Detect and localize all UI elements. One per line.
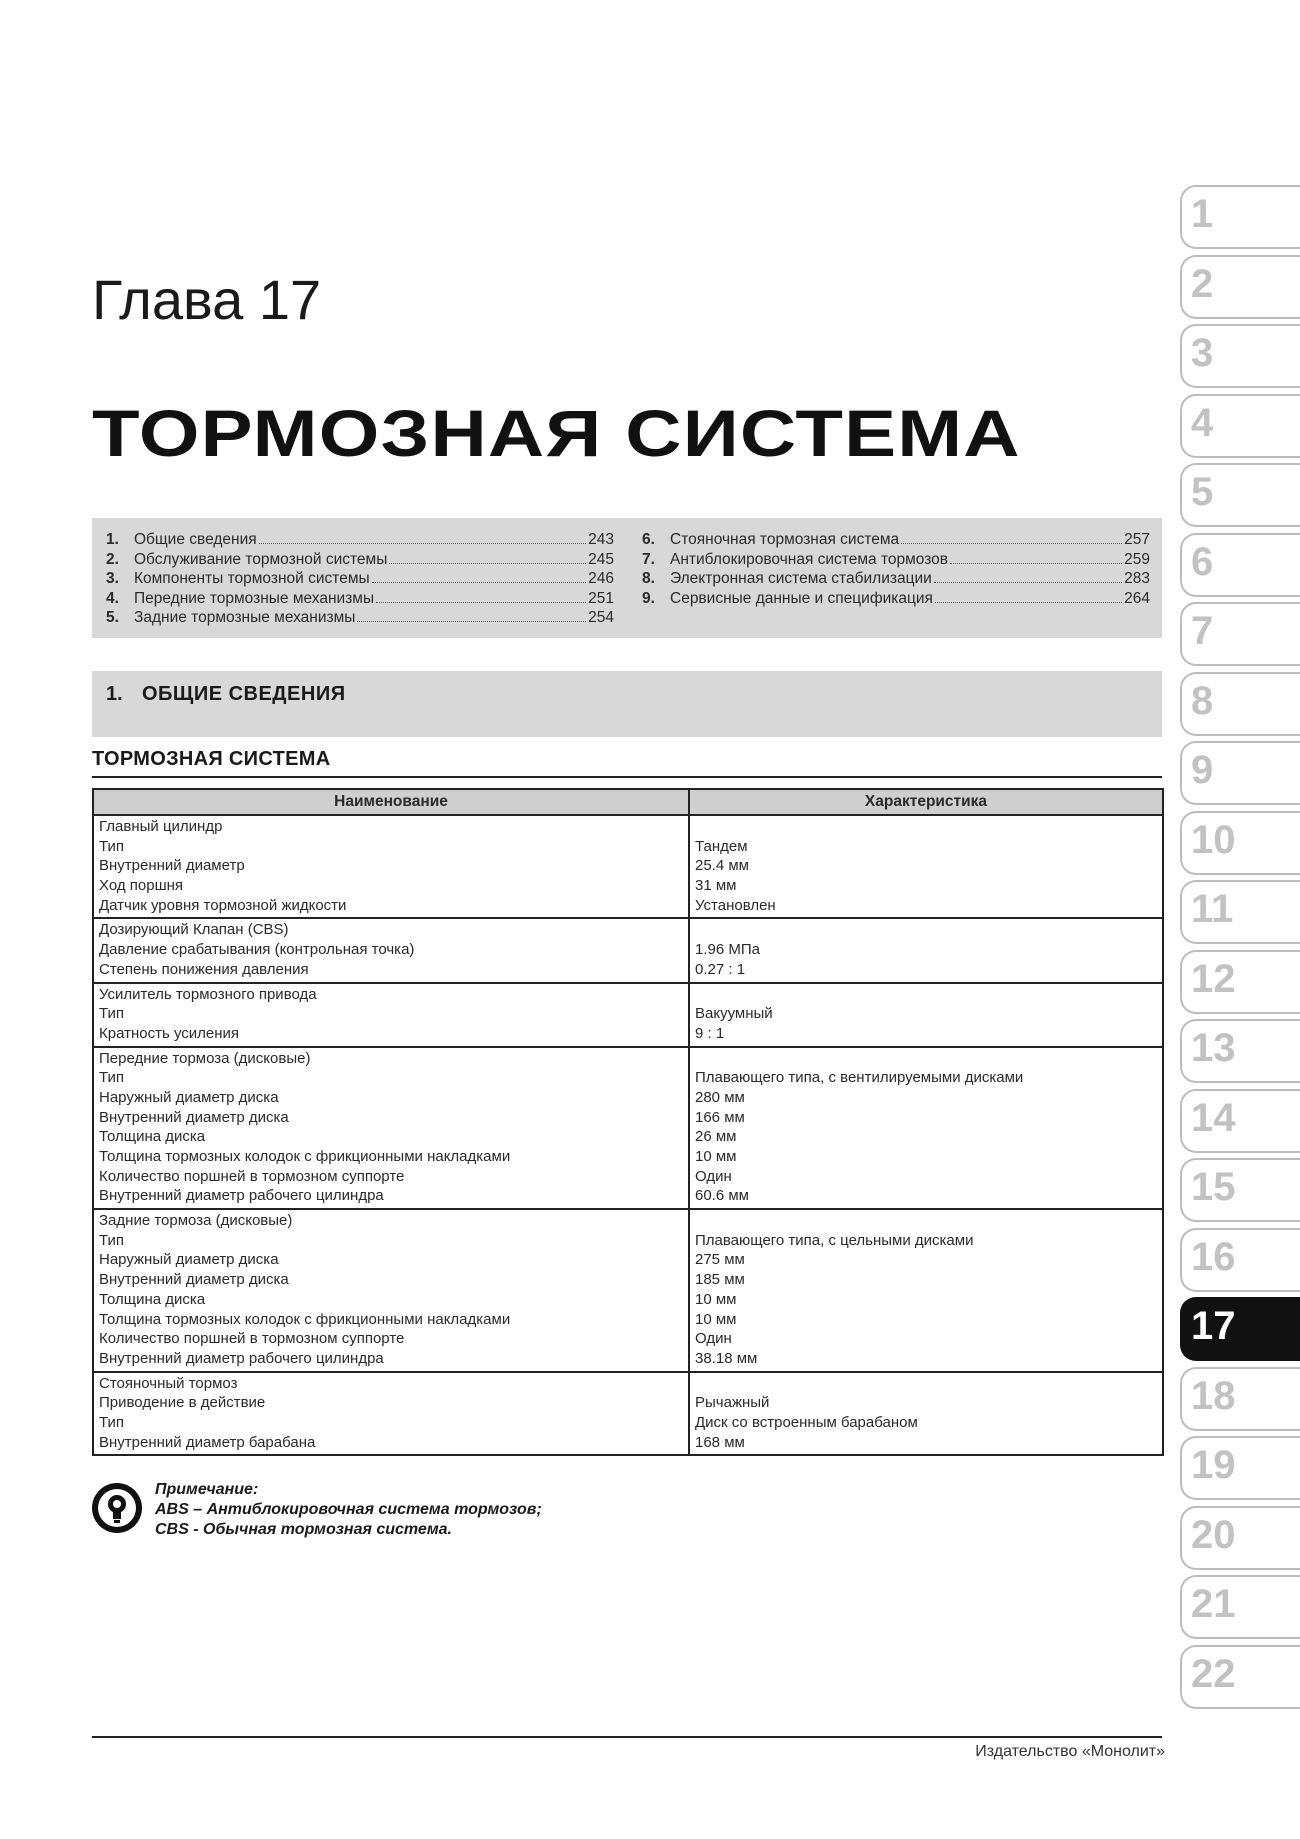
section-number: 1. xyxy=(106,683,123,705)
spec-value xyxy=(695,817,1157,837)
toc-entry[interactable] xyxy=(106,608,614,628)
note-icon xyxy=(92,1483,142,1533)
toc-entry-title: Сервисные данные и спецификация xyxy=(670,589,933,607)
chapter-tab-label: 7 xyxy=(1191,609,1214,653)
table-row xyxy=(93,918,1163,982)
chapter-tab-17[interactable] xyxy=(1180,1297,1300,1361)
spec-value: 280 мм xyxy=(695,1088,745,1106)
spec-value: 1.96 МПа xyxy=(695,941,760,959)
spec-value: 10 мм xyxy=(695,1148,737,1165)
chapter-tab-label: 4 xyxy=(1191,400,1214,445)
spec-name: Передние тормоза (дисковые) xyxy=(99,1049,311,1067)
toc-entry[interactable] xyxy=(642,550,1150,570)
column-header-name: Наименование xyxy=(93,789,689,815)
toc-dot-leader xyxy=(259,543,586,544)
toc-entry-title: Обслуживание тормозной системы xyxy=(134,550,388,568)
spec-value: Установлен xyxy=(695,896,776,914)
toc-entry-number: 8. xyxy=(642,570,655,587)
spec-name: Внутренний диаметр диска xyxy=(99,1108,289,1126)
chapter-title: ТОРМОЗНАЯ СИСТЕМА xyxy=(92,396,1021,470)
chapter-tab-label: 21 xyxy=(1191,1582,1236,1626)
spec-values-cell xyxy=(689,815,1163,918)
toc-entry-number: 4. xyxy=(106,589,119,607)
spec-name: Тип xyxy=(99,1231,125,1249)
spec-names-cell xyxy=(93,1372,689,1456)
spec-name: Датчик уровня тормозной жидкости xyxy=(99,896,347,914)
chapter-tab-label: 10 xyxy=(1191,817,1236,862)
toc-entry[interactable] xyxy=(106,550,614,570)
spec-name: Усилитель тормозного привода xyxy=(99,985,317,1003)
chapter-tab-6[interactable] xyxy=(1180,533,1300,597)
chapter-tab-label: 22 xyxy=(1191,1651,1236,1696)
spec-value: 10 мм xyxy=(695,1290,737,1308)
spec-value: 9 : 1 xyxy=(695,1024,725,1042)
spec-value xyxy=(695,1049,1157,1069)
toc-entry-number: 3. xyxy=(106,570,119,587)
spec-name: Степень понижения давления xyxy=(99,960,309,978)
toc-entry-page: 283 xyxy=(1124,570,1150,587)
spec-value xyxy=(695,985,1157,1005)
chapter-tab-label: 3 xyxy=(1191,331,1214,375)
toc-entry-number: 1. xyxy=(106,531,119,548)
chapter-tab-12[interactable] xyxy=(1180,950,1300,1014)
toc-entry-number: 6. xyxy=(642,531,655,548)
section-title: ОБЩИЕ СВЕДЕНИЯ xyxy=(142,683,346,705)
chapter-tab-13[interactable] xyxy=(1180,1019,1300,1083)
spec-name: Внутренний диаметр диска xyxy=(99,1271,289,1289)
spec-name: Внутренний диаметр рабочего цилиндра xyxy=(99,1187,384,1205)
spec-values-cell xyxy=(689,983,1163,1047)
chapter-tab-7[interactable] xyxy=(1180,602,1300,666)
spec-names-cell xyxy=(93,918,689,982)
spec-name: Кратность усиления xyxy=(99,1024,240,1042)
spec-value: 168 мм xyxy=(695,1433,745,1451)
spec-name: Толщина диска xyxy=(99,1128,206,1146)
chapter-tab-14[interactable] xyxy=(1180,1089,1300,1153)
spec-value: 60.6 мм xyxy=(695,1187,749,1205)
toc-dot-leader xyxy=(389,563,586,564)
spec-value xyxy=(695,1211,1157,1231)
spec-value: Один xyxy=(695,1167,732,1185)
chapter-tab-8[interactable] xyxy=(1180,672,1300,736)
toc-entry-number: 2. xyxy=(106,550,119,568)
toc-dot-leader xyxy=(934,582,1122,583)
chapter-tab-22[interactable] xyxy=(1180,1645,1300,1709)
spec-name: Дозирующий Клапан (CBS) xyxy=(99,921,289,939)
chapter-tab-18[interactable] xyxy=(1180,1367,1300,1431)
note xyxy=(155,1480,542,1540)
toc-entry-title: Компоненты тормозной системы xyxy=(134,570,370,587)
spec-name: Внутренний диаметр xyxy=(99,857,245,875)
spec-values-cell xyxy=(689,1209,1163,1372)
toc-entry-page: 264 xyxy=(1124,589,1150,607)
spec-value: Вакуумный xyxy=(695,1005,773,1023)
chapter-tab-label: 6 xyxy=(1191,539,1214,584)
spec-values-cell xyxy=(689,1047,1163,1210)
spec-name: Приводение в действие xyxy=(99,1394,266,1412)
spec-name: Наружный диаметр диска xyxy=(99,1251,279,1269)
spec-value: Рычажный xyxy=(695,1394,770,1412)
spec-value: 25.4 мм xyxy=(695,857,749,875)
chapter-tab-label: 19 xyxy=(1191,1443,1236,1487)
toc-entry-page: 245 xyxy=(588,550,614,568)
spec-name: Внутренний диаметр барабана xyxy=(99,1433,316,1451)
toc-column-right xyxy=(642,530,1150,608)
spec-name: Давление срабатывания (контрольная точка) xyxy=(99,941,415,959)
chapter-tab-10[interactable] xyxy=(1180,811,1300,875)
spec-names-cell xyxy=(93,1209,689,1372)
chapter-tab-9[interactable] xyxy=(1180,741,1300,805)
chapter-tab-label: 18 xyxy=(1191,1373,1236,1418)
chapter-tab-label: 15 xyxy=(1191,1165,1236,1209)
spec-value: 275 мм xyxy=(695,1251,745,1269)
toc-column-left xyxy=(106,530,614,628)
toc-dot-leader xyxy=(376,602,586,603)
spec-names-cell xyxy=(93,983,689,1047)
toc-dot-leader xyxy=(357,621,586,622)
toc-dot-leader xyxy=(935,602,1122,603)
spec-name: Толщина тормозных колодок с фрикционными накладками xyxy=(99,1148,511,1165)
table-row xyxy=(93,983,1163,1047)
spec-name: Наружный диаметр диска xyxy=(99,1088,279,1106)
spec-names-cell xyxy=(93,815,689,918)
chapter-tab-label: 14 xyxy=(1191,1095,1236,1140)
chapter-tab-15[interactable] xyxy=(1180,1158,1300,1222)
toc-entry-page: 243 xyxy=(588,531,614,548)
toc-entry-page: 254 xyxy=(588,609,614,626)
chapter-tab-4[interactable] xyxy=(1180,394,1300,458)
toc-entry-number: 7. xyxy=(642,550,655,568)
toc-entry-title: Передние тормозные механизмы xyxy=(134,589,375,607)
toc-entry[interactable] xyxy=(106,569,614,589)
toc-entry[interactable] xyxy=(106,530,614,550)
toc-entry-number: 5. xyxy=(106,609,119,626)
table-row xyxy=(93,815,1163,918)
spec-value: Тандем xyxy=(695,837,748,855)
spec-values-cell xyxy=(689,918,1163,982)
chapter-tabs xyxy=(1180,185,1300,1714)
toc-entry-page: 251 xyxy=(588,589,614,607)
spec-value: Диск со встроенным барабаном xyxy=(695,1413,918,1431)
chapter-tab-5[interactable] xyxy=(1180,463,1300,527)
table-row xyxy=(93,1372,1163,1456)
spec-value: 166 мм xyxy=(695,1108,745,1126)
chapter-tab-label: 11 xyxy=(1191,887,1234,931)
spec-name: Тип xyxy=(99,1069,125,1087)
chapter-tab-label: 20 xyxy=(1191,1512,1236,1557)
table-header-row xyxy=(93,789,1163,815)
spec-name: Толщина тормозных колодок с фрикционными накладками xyxy=(99,1310,511,1328)
toc-entry-title: Задние тормозные механизмы xyxy=(134,609,356,626)
chapter-tab-label: 9 xyxy=(1191,748,1214,792)
spec-values-cell xyxy=(689,1372,1163,1456)
chapter-tab-21[interactable] xyxy=(1180,1575,1300,1639)
spec-value: 0.27 : 1 xyxy=(695,960,746,978)
toc-entry-title: Антиблокировочная система тормозов xyxy=(670,550,948,568)
toc-entry-number: 9. xyxy=(642,589,655,607)
toc-dot-leader xyxy=(901,543,1122,544)
chapter-tab-label: 2 xyxy=(1191,261,1214,306)
toc-entry-title: Общие сведения xyxy=(134,531,257,548)
spec-name: Главный цилиндр xyxy=(99,818,223,835)
table-of-contents xyxy=(92,518,1162,638)
note-line: CBS - Обычная тормозная система. xyxy=(155,1521,452,1538)
spec-value: 26 мм xyxy=(695,1128,737,1146)
toc-dot-leader xyxy=(950,563,1122,564)
table-row xyxy=(93,1209,1163,1372)
spec-name: Ход поршня xyxy=(99,877,184,895)
chapter-tab-label: 1 xyxy=(1191,192,1214,236)
spec-value: Плавающего типа, с вентилируемыми дисками xyxy=(695,1069,1024,1087)
footer-publisher: Издательство «Монолит» xyxy=(975,1743,1165,1760)
chapter-label: Глава 17 xyxy=(92,268,322,331)
note-line: ABS – Антиблокировочная система тормозов; xyxy=(155,1501,542,1518)
toc-entry-page: 259 xyxy=(1124,550,1150,568)
spec-value: 185 мм xyxy=(695,1271,745,1289)
toc-entry[interactable] xyxy=(642,530,1150,550)
spec-name: Тип xyxy=(99,1005,125,1023)
chapter-tab-1[interactable] xyxy=(1180,185,1300,249)
chapter-tab-label: 8 xyxy=(1191,678,1214,723)
chapter-tab-2[interactable] xyxy=(1180,255,1300,319)
spec-name: Тип xyxy=(99,837,125,855)
spec-name: Стояночный тормоз xyxy=(99,1374,238,1392)
spec-name: Количество поршней в тормозном суппорте xyxy=(99,1167,405,1185)
chapter-tab-11[interactable] xyxy=(1180,880,1300,944)
chapter-tab-20[interactable] xyxy=(1180,1506,1300,1570)
toc-entry-page: 257 xyxy=(1124,531,1150,548)
chapter-tab-label: 17 xyxy=(1191,1304,1236,1348)
chapter-tab-label: 16 xyxy=(1191,1234,1236,1279)
spec-value: 10 мм xyxy=(695,1310,737,1328)
chapter-tab-label: 13 xyxy=(1191,1026,1236,1070)
spec-value xyxy=(695,1374,1157,1394)
spec-names-cell xyxy=(93,1047,689,1210)
spec-value: Один xyxy=(695,1330,732,1348)
subsection-rule xyxy=(92,776,1162,778)
toc-entry-page: 246 xyxy=(588,570,614,587)
toc-entry[interactable] xyxy=(642,589,1150,609)
subsection-heading: ТОРМОЗНАЯ СИСТЕМА xyxy=(92,748,331,770)
spec-name: Внутренний диаметр рабочего цилиндра xyxy=(99,1349,384,1367)
spec-value: 38.18 мм xyxy=(695,1349,758,1367)
spec-name: Тип xyxy=(99,1413,125,1431)
chapter-tab-label: 5 xyxy=(1191,470,1214,514)
spec-name: Количество поршней в тормозном суппорте xyxy=(99,1330,405,1348)
chapter-tab-16[interactable] xyxy=(1180,1228,1300,1292)
spec-value xyxy=(695,920,1157,940)
chapter-tab-3[interactable] xyxy=(1180,324,1300,388)
footer-rule xyxy=(92,1736,1162,1738)
toc-entry[interactable] xyxy=(642,569,1150,589)
spec-name: Толщина диска xyxy=(99,1290,206,1308)
spec-value: Плавающего типа, с цельными дисками xyxy=(695,1231,974,1249)
note-label: Примечание: xyxy=(155,1481,259,1498)
spec-name: Задние тормоза (дисковые) xyxy=(99,1212,293,1230)
toc-entry[interactable] xyxy=(106,589,614,609)
toc-dot-leader xyxy=(372,582,586,583)
toc-entry-title: Электронная система стабилизации xyxy=(670,570,932,587)
table-row xyxy=(93,1047,1163,1210)
chapter-tab-label: 12 xyxy=(1191,956,1236,1001)
toc-entry-title: Стояночная тормозная система xyxy=(670,531,900,548)
chapter-tab-19[interactable] xyxy=(1180,1436,1300,1500)
spec-table xyxy=(92,788,1164,1456)
spec-value: 31 мм xyxy=(695,877,737,895)
section-header xyxy=(92,671,1162,737)
column-header-value: Характеристика xyxy=(689,789,1163,815)
